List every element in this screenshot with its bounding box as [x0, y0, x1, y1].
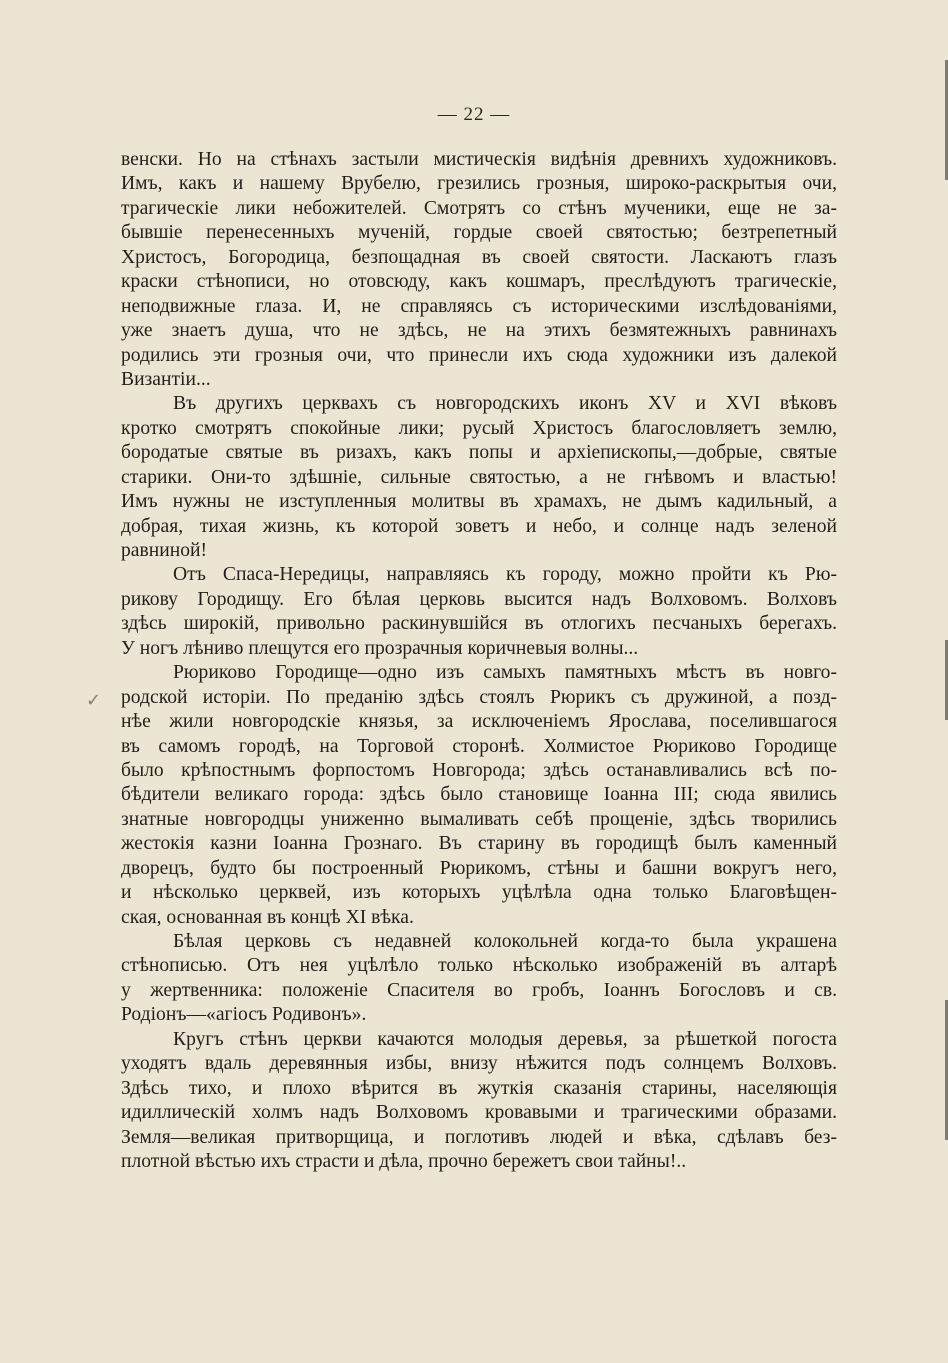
text-line: Здѣсь тихо, и плохо вѣрится въ жуткія сказанія старины, населяющія	[121, 1077, 837, 1099]
text-line: рикову Городищу. Его бѣлая церковь высится надъ Волховомъ. Волховъ	[121, 588, 837, 610]
text-line: Имъ, какъ и нашему Врубелю, грезились грозныя, широко-раскрытыя очи,	[121, 173, 837, 195]
text-line: здѣсь широкій, привольно раскинувшійся въ отлогихъ песчаныхъ берегахъ.	[121, 613, 837, 635]
text-line: дворецъ, будто бы построенный Рюрикомъ, стѣны и башни вокругъ него,	[121, 857, 837, 879]
text-line: знатные новгородцы униженно вымаливать себѣ прощеніе, здѣсь творились	[121, 808, 837, 830]
text-line: уходятъ вдаль деревянныя избы, внизу нѣжится подъ солнцемъ Волховъ.	[121, 1053, 837, 1075]
text-line: равниной!	[121, 540, 208, 561]
text-line: трагическіе лики небожителей. Смотрятъ со стѣнъ мученики, еще не за-	[121, 197, 837, 219]
text-line: бывшіе перенесенныхъ мученій, гордые своей святостью; безтрепетный	[121, 222, 837, 244]
text-line: родились эти грозныя очи, что принесли ихъ сюда художники изъ далекой	[121, 344, 837, 366]
margin-pencil-mark: ✓	[86, 690, 102, 711]
text-line: краски стѣнописи, но отовсюду, какъ кошмаръ, преслѣдуютъ трагическіе,	[121, 271, 837, 293]
text-line: Бѣлая церковь съ недавней колокольней когда-то была украшена	[173, 931, 837, 952]
text-line: неподвижные глаза. И, не справляясь съ историческими изслѣдованіями,	[121, 295, 837, 317]
text-line: жестокія казни Іоанна Грознаго. Въ старину въ городищѣ былъ каменный	[121, 833, 837, 855]
text-line: и нѣсколько церквей, изъ которыхъ уцѣлѣла одна только Благовѣщен-	[121, 882, 837, 904]
text-line: старики. Они-то здѣшніе, сильные святостью, а не гнѣвомъ и властью!	[121, 466, 837, 488]
text-line: Рюриково Городище—одно изъ самыхъ памятныхъ мѣстъ въ новго-	[173, 662, 837, 684]
text-line: плотной вѣстью ихъ страсти и дѣла, прочно бережетъ свои тайны!..	[121, 1150, 687, 1172]
text-line: венски. Но на стѣнахъ застыли мистическія видѣнія древнихъ художниковъ.	[121, 149, 837, 170]
text-line: уже знаетъ душа, что не здѣсь, не на этихъ безмятежныхъ равнинахъ	[121, 320, 837, 342]
text-line: Въ другихъ церквахъ съ новгородскихъ иконъ XV и XVI вѣковъ	[173, 393, 837, 415]
text-line: у жертвенника: положеніе Спасителя во гробъ, Іоаннъ Богословъ и св.	[121, 979, 837, 1001]
text-line: стѣнописью. Отъ нея уцѣлѣло только нѣсколько изображеній въ алтарѣ	[121, 955, 837, 977]
text-line: было крѣпостнымъ форпостомъ Новгорода; здѣсь останавливались всѣ по-	[121, 759, 837, 781]
text-line: Имъ нужны не изступленныя молитвы въ храмахъ, не дымъ кадильный, а	[121, 491, 837, 513]
text-line: Отъ Спаса-Нередицы, направляясь къ городу, можно пройти къ Рю-	[173, 564, 837, 586]
text-line: въ самомъ городѣ, на Торговой сторонѣ. Холмистое Рюриково Городище	[121, 735, 837, 757]
text-line: Кругъ стѣнъ церкви качаются молодыя деревья, за рѣшеткой погоста	[173, 1028, 837, 1050]
page-number: — 22 —	[437, 104, 511, 125]
text-line: бородатые святые въ ризахъ, какъ попы и архіепископы,—добрые, святые	[121, 442, 837, 464]
text-line: родской исторіи. По преданію здѣсь стоялъ Рюрикъ съ дружиной, а позд-	[121, 686, 837, 708]
text-line: бѣдители великаго города: здѣсь было становище Іоанна III; сюда явились	[121, 784, 837, 806]
body-text	[121, 148, 837, 1174]
text-line: нѣе жили новгородскіе князья, за исключеніемъ Ярослава, поселившагося	[121, 711, 837, 733]
text-line: добрая, тихая жизнь, къ которой зоветъ и небо, и солнце надъ зеленой	[121, 515, 837, 537]
text-line: идиллическій холмъ надъ Волховомъ кровавыми и трагическими образами.	[121, 1102, 837, 1124]
text-line: кротко смотрятъ спокойные лики; русый Христосъ благословляетъ землю,	[121, 417, 837, 439]
text-line: Родіонъ—«агіосъ Родивонъ».	[121, 1004, 367, 1026]
text-line: Византіи...	[121, 368, 211, 390]
text-line: Земля—великая притворщица, и поглотивъ людей и вѣка, сдѣлавъ без-	[121, 1126, 837, 1148]
text-line: Христосъ, Богородица, безпощадная въ своей святости. Ласкаютъ глазъ	[121, 246, 837, 268]
text-line: ская, основанная въ концѣ XI вѣка.	[121, 906, 414, 928]
text-line: У ногъ лѣниво плещутся его прозрачныя коричневыя волны...	[121, 637, 639, 659]
